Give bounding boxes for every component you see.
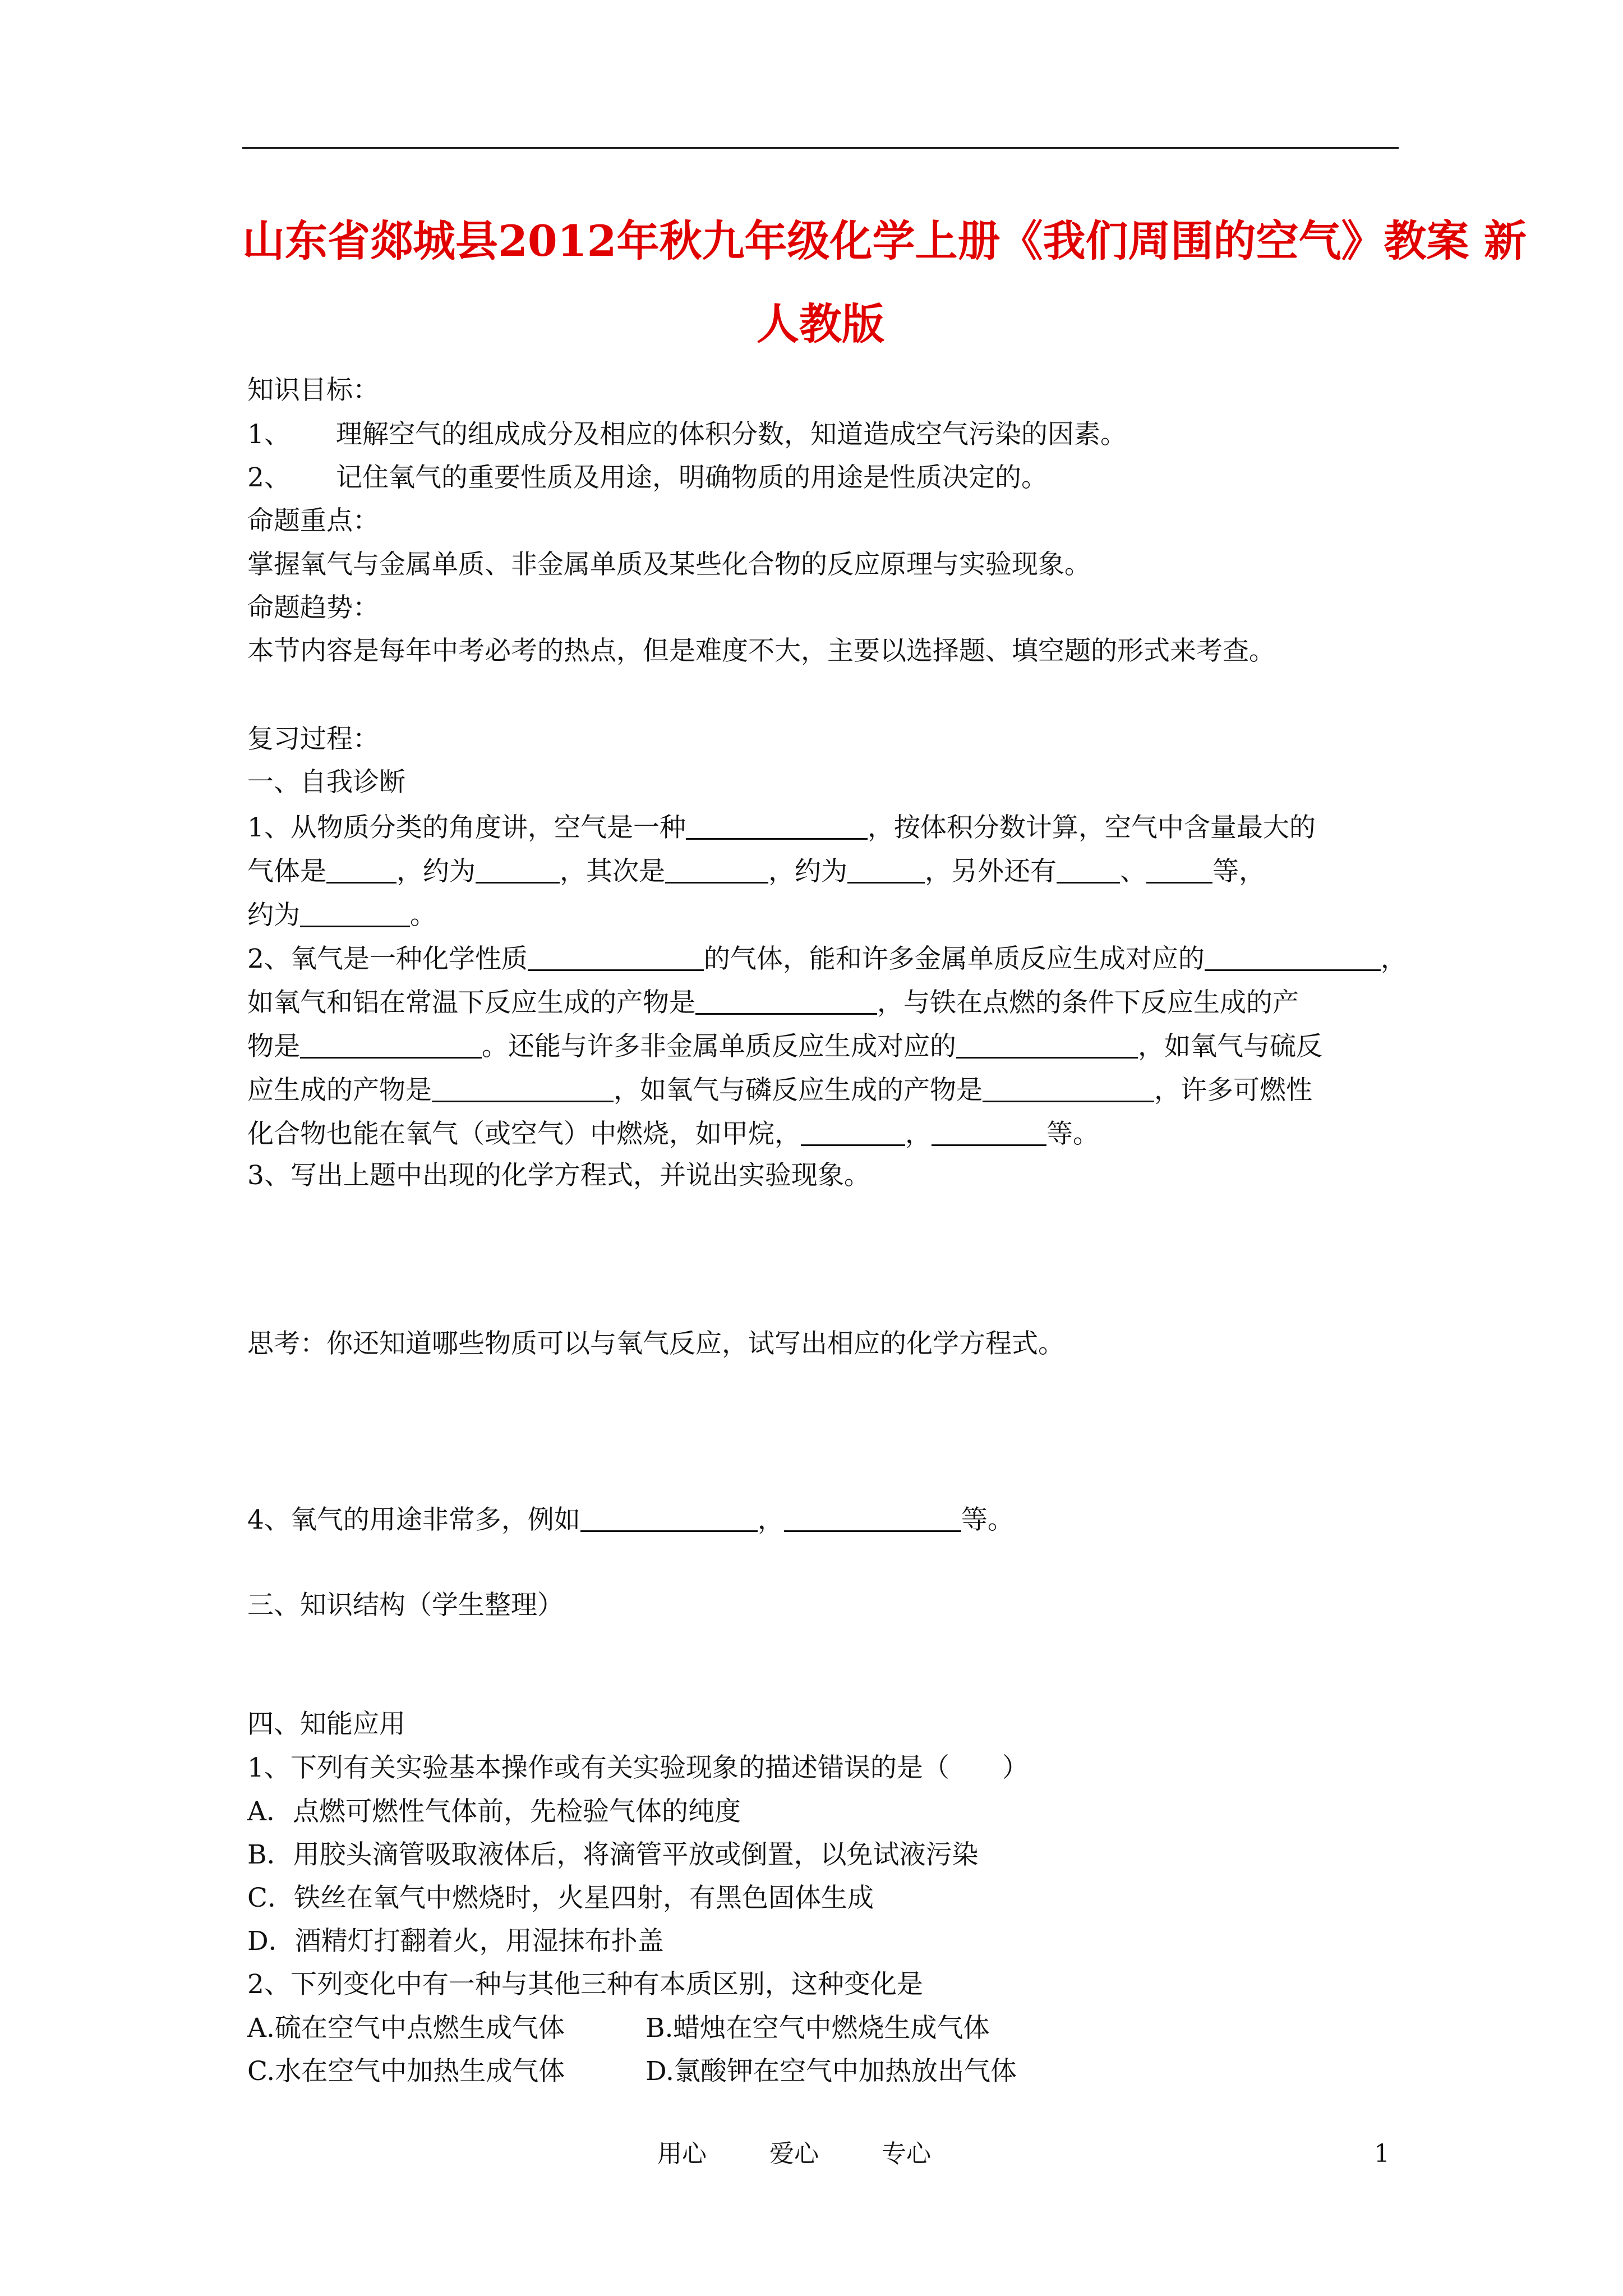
mc2-option-d: D.氯酸钾在空气中加热放出气体 <box>645 2056 1017 2087</box>
question-2-line3: 物是 。还能与许多非金属单质反应生成对应的 ，如氧气与硫反 <box>247 1031 1322 1062</box>
mc2-stem: 2、下列变化中有一种与其他三种有本质区别，这种变化是 <box>247 1969 923 2000</box>
fill-blank[interactable] <box>476 856 560 884</box>
question-4: 4、氧气的用途非常多，例如 ， 等。 <box>247 1504 1014 1535</box>
mc2-options-row2 <box>247 2058 1017 2085</box>
question-2-line5: 化合物也能在氧气（或空气）中燃烧，如甲烷， ， 等。 <box>247 1119 1099 1149</box>
question-3: 3、写出上题中出现的化学方程式，并说出实验现象。 <box>247 1160 870 1191</box>
fill-blank[interactable] <box>432 1075 614 1102</box>
fill-blank[interactable] <box>300 900 410 927</box>
fill-blank[interactable] <box>1205 944 1381 971</box>
footer-motto-3: 专心 <box>882 2139 931 2168</box>
trend-heading: 命题趋势： <box>247 592 379 623</box>
fill-blank[interactable] <box>1057 856 1120 884</box>
goal-item-2: 2、 记住氧气的重要性质及用途，明确物质的用途是性质决定的。 <box>247 462 1048 493</box>
mc2-option-a: A.硫在空气中点燃生成气体 <box>247 2013 565 2044</box>
page-number: 1 <box>1374 2139 1390 2168</box>
mc1-option-a: A．点燃可燃性气体前，先检验气体的纯度 <box>247 1796 741 1827</box>
fill-blank[interactable] <box>956 1031 1138 1059</box>
fill-blank[interactable] <box>528 944 704 971</box>
mc1-stem: 1、下列有关实验基本操作或有关实验现象的描述错误的是（ ） <box>247 1752 1029 1783</box>
mc1-option-c: C．铁丝在氧气中燃烧时，火星四射，有黑色固体生成 <box>247 1883 874 1913</box>
trend-text: 本节内容是每年中考必考的热点，但是难度不大，主要以选择题、填空题的形式来考查。 <box>247 636 1275 666</box>
focus-text: 掌握氧气与金属单质、非金属单质及某些化合物的反应原理与实验现象。 <box>247 549 1091 580</box>
fill-blank[interactable] <box>580 1504 758 1532</box>
fill-blank[interactable] <box>784 1504 961 1532</box>
goal-item-1: 1、 理解空气的组成成分及相应的体积分数，知道造成空气污染的因素。 <box>247 419 1127 450</box>
question-2-line4: 应生成的产物是 ，如氧气与磷反应生成的产物是 ，许多可燃性 <box>247 1075 1312 1106</box>
focus-heading: 命题重点： <box>247 505 379 536</box>
doc-title-line2: 人教版 <box>757 299 884 349</box>
section-knowledge-structure: 三、知识结构（学生整理） <box>247 1590 564 1621</box>
mc2-option-c: C.水在空气中加热生成气体 <box>247 2056 565 2087</box>
footer-motto-1: 用心 <box>657 2139 707 2168</box>
fill-blank[interactable] <box>932 1119 1046 1146</box>
section-application: 四、知能应用 <box>247 1709 405 1740</box>
fill-blank[interactable] <box>686 812 868 840</box>
fill-blank[interactable] <box>1146 856 1212 884</box>
fill-blank[interactable] <box>326 856 396 884</box>
question-1-line1: 1、从物质分类的角度讲，空气是一种 ，按体积分数计算，空气中含量最大的 <box>247 812 1316 843</box>
mc2-option-b: B.蜡烛在空气中燃烧生成气体 <box>645 2013 990 2044</box>
fill-blank[interactable] <box>695 987 877 1015</box>
think-prompt: 思考：你还知道哪些物质可以与氧气反应，试写出相应的化学方程式。 <box>247 1328 1064 1359</box>
fill-blank[interactable] <box>847 856 925 884</box>
section-self-diagnosis: 一、自我诊断 <box>247 767 405 798</box>
review-heading: 复习过程： <box>247 724 379 754</box>
fill-blank[interactable] <box>983 1075 1154 1102</box>
fill-blank[interactable] <box>665 856 768 884</box>
mc1-option-b: B．用胶头滴管吸取液体后，将滴管平放或倒置，以免试液污染 <box>247 1839 979 1870</box>
question-2-line2: 如氧气和铝在常温下反应生成的产物是 ，与铁在点燃的条件下反应生成的产 <box>247 987 1299 1018</box>
footer-motto-2: 爱心 <box>769 2139 819 2168</box>
mc1-option-d: D．酒精灯打翻着火，用湿抹布扑盖 <box>247 1926 664 1957</box>
header-rule <box>242 147 1399 149</box>
question-2-line1: 2、氧气是一种化学性质 的气体，能和许多金属单质反应生成对应的 ， <box>247 944 1407 974</box>
question-1-line3: 约为 。 <box>247 900 436 931</box>
doc-title-line1: 山东省郯城县2012年秋九年级化学上册《我们周围的空气》教案 新 <box>242 216 1527 266</box>
question-1-line2: 气体是 ，约为 ，其次是 ，约为 ，另外还有 、 等， <box>247 856 1265 887</box>
fill-blank[interactable] <box>801 1119 905 1146</box>
knowledge-goals-heading: 知识目标： <box>247 375 379 406</box>
mc2-options-row1 <box>247 2013 990 2044</box>
fill-blank[interactable] <box>300 1031 482 1059</box>
